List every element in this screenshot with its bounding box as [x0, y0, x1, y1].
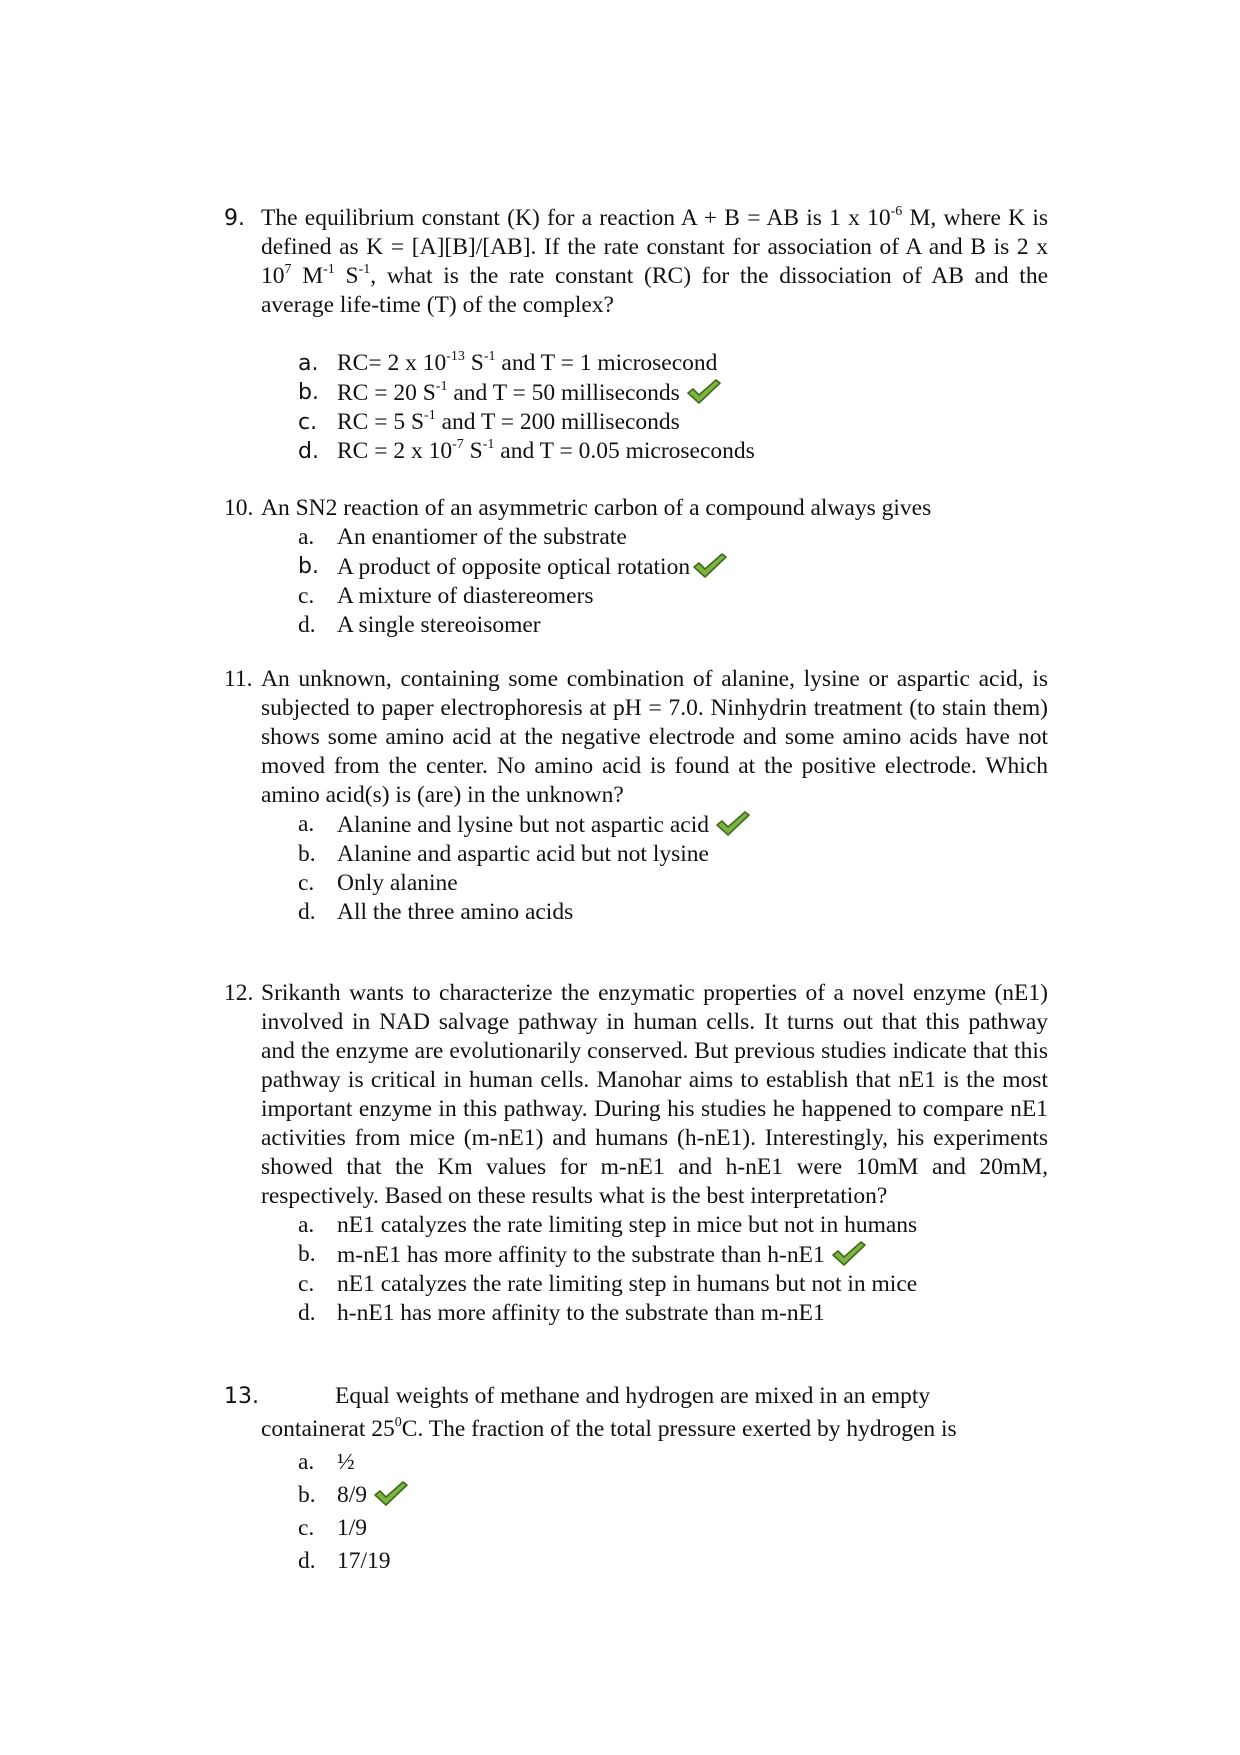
- question-text-line-1: Equal weights of methane and hydrogen are mixed in an empty: [335, 1383, 931, 1409]
- option-c: c. 1/9: [298, 1515, 368, 1541]
- option-d: d. h-nE1 has more affinity to the substrate than m-nE1: [298, 1300, 825, 1326]
- option-b: b. 8/9: [224, 1479, 1048, 1512]
- question-text-line-2: containerat $25^0C$. The fraction of the total pressure exerted by hydrogen is: [261, 1415, 957, 1442]
- option-c: c. A mixture of diastereomers: [298, 583, 594, 609]
- question-number: 13.: [224, 1384, 259, 1409]
- check-mark-icon: [692, 552, 728, 580]
- option-c: c. RC = 5 $S^{-1}$ and T = 200 milliseconds: [298, 408, 680, 435]
- option-b: b. A product of opposite optical rotation: [224, 552, 1048, 582]
- option-a: a. nE1 catalyzes the rate limiting step in mice but not in humans: [298, 1212, 918, 1238]
- option-a: a. ½: [298, 1449, 355, 1475]
- question-number: 12.: [224, 980, 254, 1006]
- check-mark-icon: [686, 378, 722, 406]
- question-text: The equilibrium constant (K) for a reaction A + B = AB is 1 x $10^{-6}$ M, where K is defined as K = [A][B]/[AB]. If the rate constant for association of A and B is 2 x $10^7$ $M^{-1}$ $S^{-1}$, what is the rate constant (RC) for the dissociation of AB and the average life-time (T) of the complex?: [261, 204, 1048, 318]
- question-10: [224, 494, 1048, 640]
- check-mark-icon: [373, 1480, 409, 1508]
- check-mark-icon: [715, 810, 751, 838]
- question-number: 11.: [224, 666, 253, 692]
- question-text: Srikanth wants to characterize the enzymatic properties of a novel enzyme (nE1) involved in NAD salvage pathway in human cells. It turns out that this pathway and the enzyme are evolutionarily conserved. But previous studies indicate that this pathway is critical in human cells. Manohar aims to establish that nE1 is the most important enzyme in this pathway. During his studies he happened to compare nE1 activities from mice (m-nE1) and humans (h-nE1). Interestingly, his experiments showed that the Km values for m-nE1 and h-nE1 were 10mM and 20mM, respectively. Based on these results what is the best interpretation?: [261, 980, 1048, 1209]
- question-number: 10.: [224, 495, 254, 521]
- check-mark-icon: [831, 1240, 867, 1268]
- question-9: [224, 204, 1048, 466]
- option-d: d. 17/19: [298, 1548, 391, 1574]
- question-text: An SN2 reaction of an asymmetric carbon of a compound always gives: [261, 495, 932, 521]
- option-b: b. RC = 20 $S^{-1}$ and T = 50 milliseconds: [224, 378, 1048, 408]
- option-d: d. All the three amino acids: [298, 899, 574, 925]
- question-11: [224, 665, 1048, 927]
- option-a: a. An enantiomer of the substrate: [298, 524, 627, 550]
- option-b: b. m-nE1 has more affinity to the substrate than h-nE1: [224, 1240, 1048, 1270]
- question-13: [224, 1380, 1048, 1578]
- question-text: An unknown, containing some combination of alanine, lysine or aspartic acid, is subjected to paper electrophoresis at pH = 7.0. Ninhydrin treatment (to stain them) shows some amino acid at the negative electrode and some amino acids have not moved from the center. No amino acid is found at the positive electrode. Which amino acid(s) is (are) in the unknown?: [261, 666, 1048, 808]
- option-d: d. RC = 2 x $10^{-7}$ $S^{-1}$ and T = 0.05 microseconds: [298, 437, 755, 464]
- question-12: [224, 979, 1048, 1328]
- question-number: 9.: [224, 206, 245, 231]
- option-a: a. Alanine and lysine but not aspartic acid: [224, 810, 1048, 840]
- option-c: c. Only alanine: [298, 870, 458, 896]
- option-d: d. A single stereoisomer: [298, 612, 541, 638]
- option-a: a. RC= 2 x $10^{-13}$ $S^{-1}$ and T = 1 microsecond: [298, 349, 718, 376]
- option-c: c. nE1 catalyzes the rate limiting step in humans but not in mice: [298, 1271, 918, 1297]
- option-b: b. Alanine and aspartic acid but not lysine: [298, 841, 709, 867]
